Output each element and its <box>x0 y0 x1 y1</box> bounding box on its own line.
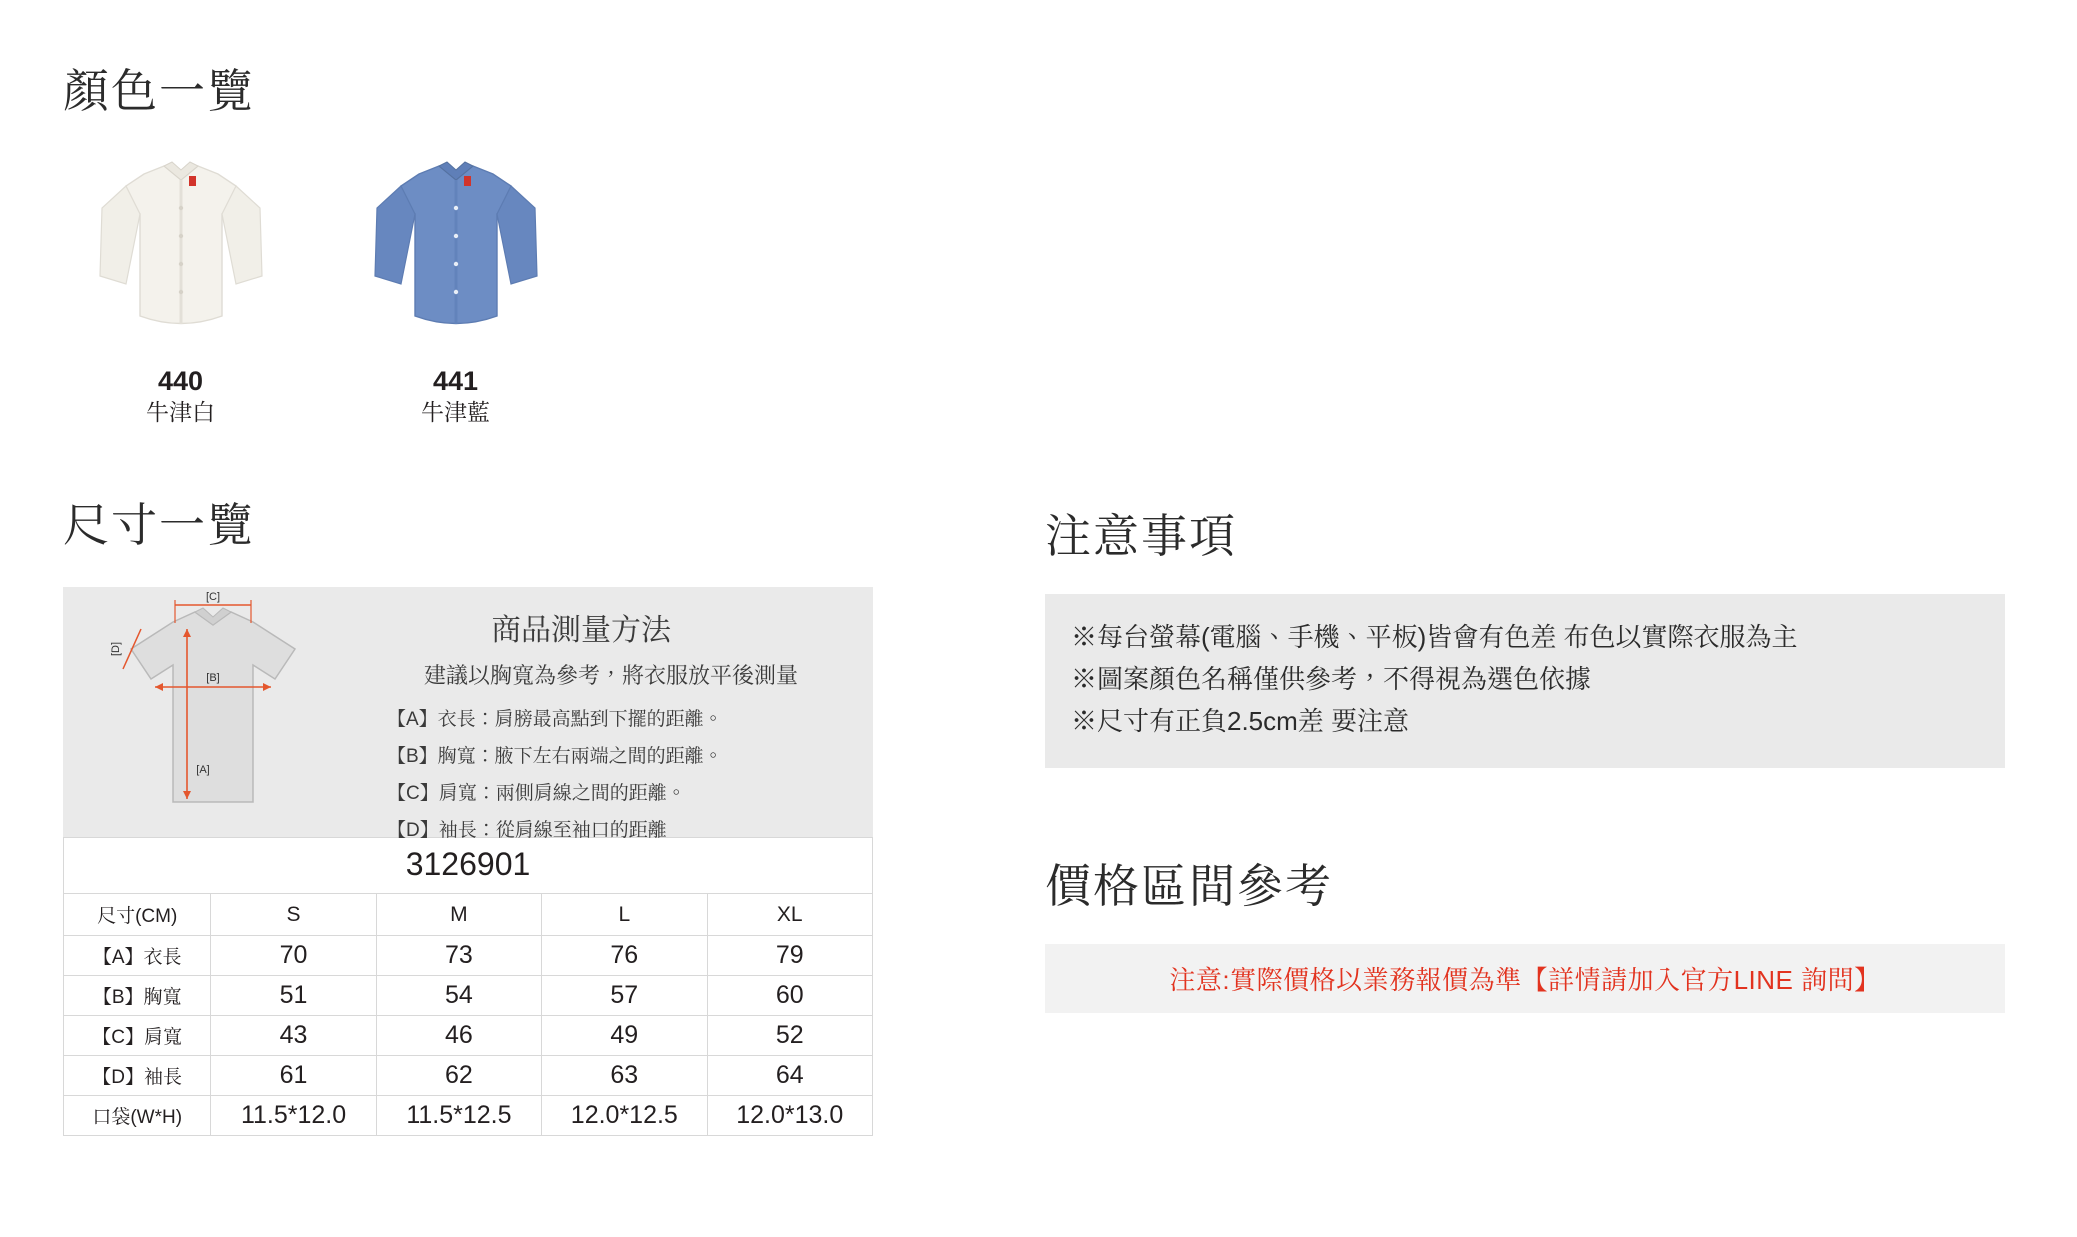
cell: 12.0*12.5 <box>542 1096 707 1136</box>
table-row <box>64 976 873 1016</box>
cell: 70 <box>211 936 376 976</box>
color-code: 441 <box>432 366 479 396</box>
color-name: 牛津白 <box>146 399 215 426</box>
color-swatch-list <box>73 151 873 425</box>
svg-text:[A]: [A] <box>196 764 210 777</box>
measurement-panel <box>63 587 873 842</box>
table-row <box>64 1056 873 1096</box>
cell: 11.5*12.5 <box>376 1096 541 1136</box>
row-label: 【C】肩寬 <box>64 1016 211 1056</box>
cell: 49 <box>542 1016 707 1056</box>
cell: 61 <box>211 1056 376 1096</box>
col-header-m: M <box>376 894 541 936</box>
cell: 54 <box>376 976 541 1016</box>
cell: 73 <box>376 936 541 976</box>
shirt-image-441 <box>348 151 563 356</box>
cell: 76 <box>542 936 707 976</box>
shirt-image-440 <box>73 151 288 356</box>
notice-line-1: ※每台螢幕(電腦、手機、平板)皆會有色差 布色以實際衣服為主 <box>1071 622 1798 652</box>
measurement-item-a: 【A】衣長：肩膀最高點到下擺的距離。 <box>387 709 723 731</box>
svg-text:[D]: [D] <box>110 642 122 657</box>
table-row-model <box>64 838 873 894</box>
shirt-icon <box>86 156 276 356</box>
row-label: 【D】袖長 <box>64 1056 211 1096</box>
cell: 62 <box>376 1056 541 1096</box>
cell: 51 <box>211 976 376 1016</box>
color-swatch-440[interactable] <box>73 151 288 425</box>
table-row <box>64 1016 873 1056</box>
model-number: 3126901 <box>64 838 873 894</box>
cell: 79 <box>707 936 872 976</box>
color-name: 牛津藍 <box>421 399 490 426</box>
cell: 64 <box>707 1056 872 1096</box>
notice-line-2: ※圖案顏色名稱僅供參考，不得視為選色依據 <box>1071 664 1592 695</box>
col-header-unit: 尺寸(CM) <box>64 894 211 936</box>
measurement-item-d: 【D】袖長：從肩線至袖口的距離 <box>387 820 667 842</box>
price-note: 注意:實際價格以業務報價為準【詳情請加入官方LINE 詢問】 <box>1169 965 1881 996</box>
cell: 57 <box>542 976 707 1016</box>
cell: 46 <box>376 1016 541 1056</box>
left-column <box>63 55 873 1136</box>
cell: 52 <box>707 1016 872 1056</box>
tshirt-diagram-icon <box>63 587 363 837</box>
right-column <box>1045 500 2005 1013</box>
row-label: 【A】衣長 <box>64 936 211 976</box>
svg-text:[B]: [B] <box>206 672 220 685</box>
price-heading: 價格區間參考 <box>1045 860 1333 913</box>
col-header-l: L <box>542 894 707 936</box>
measurement-item-c: 【C】肩寬：兩側肩線之間的距離。 <box>387 783 686 805</box>
price-note-box <box>1045 944 2005 1013</box>
table-header-row <box>64 894 873 936</box>
col-header-s: S <box>211 894 376 936</box>
measurement-subtitle: 建議以胸寬為參考，將衣服放平後測量 <box>423 663 798 689</box>
color-code: 440 <box>157 366 204 396</box>
svg-text:[C]: [C] <box>205 591 221 604</box>
col-header-xl: XL <box>707 894 872 936</box>
color-swatch-441[interactable] <box>348 151 563 425</box>
row-label: 【B】胸寬 <box>64 976 211 1016</box>
cell: 60 <box>707 976 872 1016</box>
notice-line-3: ※尺寸有正負2.5cm差 要注意 <box>1071 706 1410 737</box>
colors-heading: 顏色一覽 <box>63 65 255 117</box>
table-row <box>64 1096 873 1136</box>
measurement-diagram <box>63 587 363 837</box>
measurement-text <box>363 587 873 842</box>
cell: 11.5*12.0 <box>211 1096 376 1136</box>
sizes-heading: 尺寸一覽 <box>63 499 255 552</box>
notice-heading: 注意事項 <box>1045 510 1237 562</box>
size-table <box>63 837 873 1136</box>
measurement-title: 商品測量方法 <box>491 614 671 648</box>
row-label: 口袋(W*H) <box>64 1096 211 1136</box>
cell: 43 <box>211 1016 376 1056</box>
table-row <box>64 936 873 976</box>
shirt-icon <box>361 156 551 356</box>
cell: 12.0*13.0 <box>707 1096 872 1136</box>
measurement-item-b: 【B】胸寬：腋下左右兩端之間的距離。 <box>387 746 723 768</box>
notice-box <box>1045 594 2005 768</box>
cell: 63 <box>542 1056 707 1096</box>
